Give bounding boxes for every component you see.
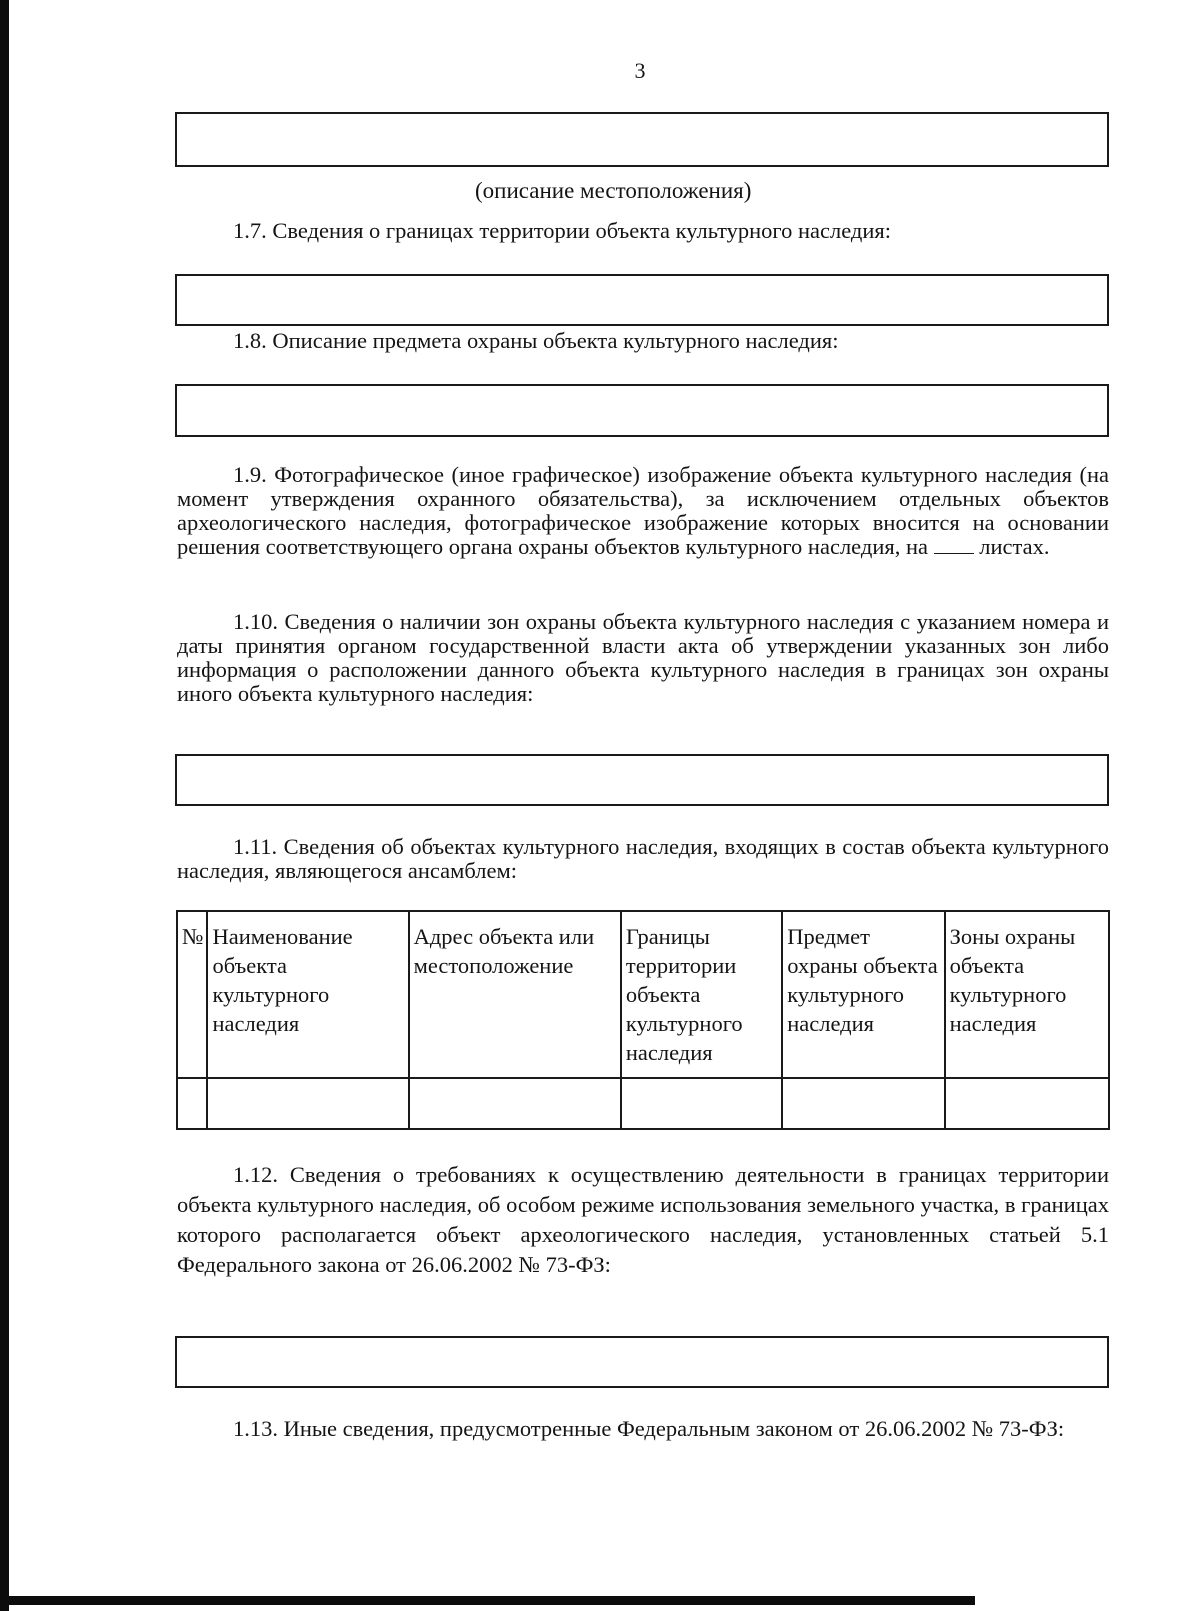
table-cell[interactable] [945,1078,1109,1129]
protection-subject-box[interactable] [175,384,1109,437]
page-number: 3 [634,58,646,83]
column-header-boundaries: Границы территории объекта культурного наследия [621,911,782,1078]
location-caption: (описание местоположения) [475,178,752,203]
territory-boundaries-box[interactable] [175,274,1109,326]
table-cell[interactable] [177,1078,207,1129]
scan-edge-bottom [0,1596,975,1605]
ensemble-objects-table [176,910,1110,1130]
column-header-number: № [177,911,207,1078]
activity-requirements-box[interactable] [175,1336,1109,1388]
table-cell[interactable] [782,1078,944,1129]
table-cell[interactable] [207,1078,408,1129]
section-1-8: 1.8. Описание предмета охраны объекта культурного наследия: [233,328,839,353]
section-1-12: 1.12. Сведения о требованиях к осуществлению деятельности в границах территории объекта культурного наследия, об особом режиме использования земельного участка, в границах которого располагается объект археологического наследия, установленных статьей 5.1 Федерального закона от 26.06.2002 № 73-ФЗ: [177,1162,1109,1277]
section-1-9: 1.9. Фотографическое (иное графическое) изображение объекта культурного наследия (на момент утверждения охранного обязательства), за исключением отдельных объектов археологического наследия, фотографическое изображение которых вносится на основании решения соответствующего органа охраны объектов культурного наследия, на листах. [177,462,1109,559]
scan-edge-left [0,0,9,1611]
table-row [177,1078,1109,1129]
section-1-13: 1.13. Иные сведения, предусмотренные Федеральным законом от 26.06.2002 № 73-ФЗ: [233,1416,1065,1441]
column-header-address: Адрес объекта или местоположение [409,911,621,1078]
column-header-protection-zones: Зоны охраны объекта культурного наследия [945,911,1109,1078]
section-1-11: 1.11. Сведения об объектах культурного наследия, входящих в состав объекта культурного наследия, являющегося ансамблем: [177,834,1109,883]
table-cell[interactable] [409,1078,621,1129]
section-1-10: 1.10. Сведения о наличии зон охраны объекта культурного наследия с указанием номера и даты принятия органом государственной власти акта об утверждении указанных зон либо информация о расположении данного объекта культурного наследия в границах зон охраны иного объекта культурного наследия: [177,609,1109,706]
column-header-protection-subject: Предмет охраны объекта культурного наследия [782,911,944,1078]
table-cell[interactable] [621,1078,782,1129]
table-header-row [177,911,1109,1078]
section-1-7: 1.7. Сведения о границах территории объекта культурного наследия: [233,218,891,243]
column-header-name: Наименование объекта культурного наследия [207,911,408,1078]
sheet-count-blank[interactable] [934,537,974,554]
location-description-box[interactable] [175,112,1109,167]
protection-zones-box[interactable] [175,754,1109,806]
